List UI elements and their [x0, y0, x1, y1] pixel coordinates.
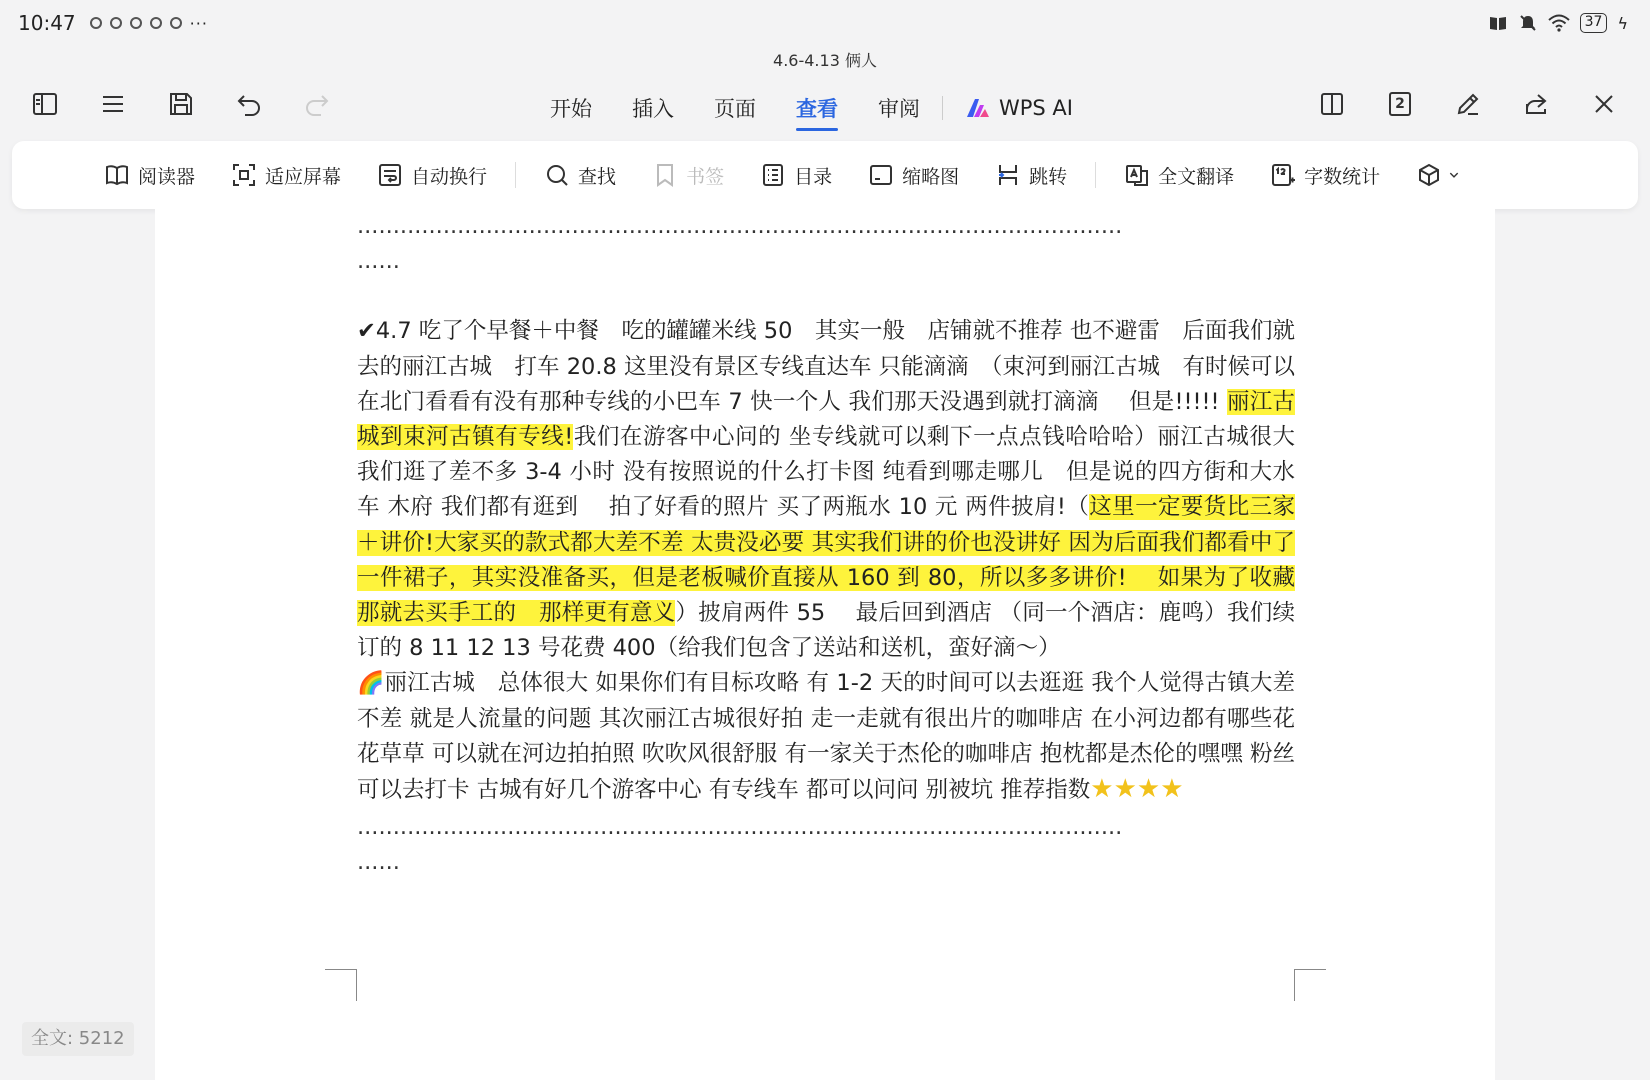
fit-screen-button[interactable]: [231, 162, 341, 189]
ribbon-divider: [1095, 162, 1096, 188]
blank-line: [357, 279, 1295, 314]
chevron-down-icon: [1448, 169, 1460, 181]
ribbon-divider: [515, 162, 516, 188]
translate-label: 全文翻译: [1158, 165, 1235, 188]
wifi-icon: [1548, 14, 1570, 32]
translate-button[interactable]: [1124, 162, 1234, 189]
rainbow-icon: 🌈: [357, 671, 385, 697]
highlighted-text: 这里一定要货比三家＋讲价!大家买的款式都大差不差 太贵没必要 其实我们讲的价也没讲好 因为后面我们都看中了一件裙子，其实没准备买，但是老板喊价直接从 160 到 80，所以多多讲价! 如果为了收藏那就去买手工的 那样更有意义: [357, 494, 1295, 627]
more-tools-button[interactable]: [1416, 162, 1460, 188]
find-button[interactable]: [544, 162, 616, 189]
jump-button[interactable]: [995, 162, 1067, 189]
fit-screen-label: 适应屏幕: [265, 165, 342, 188]
document-page: [155, 209, 1495, 1080]
wps-ai-logo-icon: [965, 97, 991, 119]
redo-icon[interactable]: [299, 86, 335, 122]
status-time: 10:47: [18, 11, 76, 35]
notification-icon: [110, 17, 122, 29]
toc-label: 目录: [794, 165, 833, 188]
bookmark-label: 书签: [686, 165, 725, 188]
jump-label: 跳转: [1029, 165, 1068, 188]
notification-icon: [170, 17, 182, 29]
thumbnail-button[interactable]: [868, 162, 959, 189]
notification-icon: [130, 17, 142, 29]
auto-wrap-label: 自动换行: [411, 165, 488, 188]
tab-bar: [550, 90, 1073, 126]
find-label: 查找: [578, 165, 617, 188]
separator-dots: ......: [357, 248, 400, 275]
tab-view[interactable]: 查看: [796, 93, 838, 123]
wps-ai-button[interactable]: [965, 96, 1073, 120]
auto-wrap-icon: [377, 162, 403, 188]
tab-insert[interactable]: 插入: [632, 97, 674, 121]
word-stats-label: 字数统计: [1304, 165, 1381, 188]
page-margin-marker: [325, 969, 357, 1001]
tab-page[interactable]: 页面: [714, 97, 756, 121]
charging-icon: ϟ: [1617, 13, 1628, 33]
jump-icon: [995, 162, 1021, 188]
paragraph-text: ✔4.7 吃了个早餐＋中餐 吃的罐罐米线 50 其实一般 店铺就不推荐 也不避雷 后面我们就去的丽江古城 打车 20.8 这里没有景区专线直达车 只能滴滴 （束河到丽江古城 有时候可以在北门看看有没有那种专线的小巴车 7 快一个人 我们那天没遇到就打滴滴 但是!!!!!: [357, 318, 1295, 415]
close-icon[interactable]: [1586, 86, 1622, 122]
separator-dots: ...........................................................................................................: [357, 213, 1123, 239]
battery-indicator: 37: [1580, 13, 1608, 33]
paragraph-text: ）披肩两件 55 最后回到酒店 （同一个酒店：鹿鸣）我们续订的 8 11 12 13 号花费 400（给我们包含了送站和送机，蛮好滴～）: [357, 600, 1295, 662]
auto-wrap-button[interactable]: [377, 162, 487, 189]
word-stats-icon: [1270, 162, 1296, 188]
share-icon[interactable]: [1518, 86, 1554, 122]
status-bar: [0, 0, 1650, 46]
split-view-icon[interactable]: [1314, 86, 1350, 122]
paragraph-text: 我们在游客中心问的 坐专线就可以剩下一点点钱哈哈哈）丽江古城很大 我们逛了差不多 3-4 小时 没有按照说的什么打卡图 纯看到哪走哪儿 但是说的四方街和大水车 木府 我们都有逛到 拍了好看的照片 买了两瓶水 10 元 两件披肩!（: [357, 424, 1295, 521]
mute-icon: [1518, 13, 1538, 33]
search-icon: [544, 162, 570, 188]
reader-button[interactable]: [104, 162, 195, 189]
page-count-badge: 2: [1395, 96, 1405, 112]
bookmark-button[interactable]: [652, 162, 724, 189]
thumbnail-icon: [868, 162, 894, 188]
edit-pen-icon[interactable]: [1450, 86, 1486, 122]
save-icon[interactable]: [163, 86, 199, 122]
more-notifications-icon: ···: [189, 13, 208, 33]
bookmark-icon: [652, 162, 678, 188]
toc-button[interactable]: [760, 162, 832, 189]
toc-icon: [760, 162, 786, 188]
cube-icon: [1416, 162, 1442, 188]
paragraph-text: 丽江古城 总体很大 如果你们有目标攻略 有 1-2 天的时间可以去逛逛 我个人觉得古镇大差不差 就是人流量的问题 其次丽江古城很好拍 走一走就有很出片的咖啡店 在小河边都有哪些花花草草 可以就在河边拍拍照 吹吹风很舒服 有一家关于杰伦的咖啡店 抱枕都是杰伦的嘿嘿 粉丝可以去打卡 古城有好几个游客中心 有专线车 都可以问问 别被坑 推荐指数: [357, 670, 1295, 804]
separator-dots: ...........................................................................................................: [357, 814, 1123, 841]
highlighted-text: 丽江古城到束河古镇有专线!: [357, 388, 1295, 451]
fit-screen-icon: [231, 162, 257, 188]
tab-start[interactable]: 开始: [550, 97, 592, 121]
reader-label: 阅读器: [138, 165, 196, 188]
rating-stars: ★★★★: [1090, 774, 1184, 805]
menu-icon[interactable]: [95, 86, 131, 122]
thumbnail-label: 缩略图: [902, 165, 960, 188]
word-stats-button[interactable]: [1270, 162, 1380, 189]
status-right: [1488, 13, 1628, 33]
page-count-icon[interactable]: [1382, 86, 1418, 122]
page-margin-marker: [1294, 969, 1326, 1001]
paragraph-lijiang-review: [357, 666, 1295, 808]
status-left: [18, 11, 208, 35]
book-icon: [104, 162, 130, 188]
paragraph-day-4-7: [357, 314, 1295, 666]
undo-icon[interactable]: [231, 86, 267, 122]
document-title: 4.6-4.13 俩人: [773, 51, 877, 70]
main-toolbar: [0, 80, 1650, 130]
notification-icon: [150, 17, 162, 29]
notification-icon: [90, 17, 102, 29]
sidebar-toggle-icon[interactable]: [27, 86, 63, 122]
word-count-badge[interactable]: 全文: 5212: [22, 1022, 134, 1056]
document-body[interactable]: [357, 209, 1295, 881]
tab-divider: [942, 96, 943, 120]
reading-mode-icon: [1488, 14, 1508, 32]
tab-review[interactable]: 审阅: [878, 97, 920, 121]
separator-dots: ......: [357, 849, 400, 876]
view-ribbon: [12, 141, 1638, 209]
wps-ai-label: WPS AI: [999, 96, 1073, 120]
translate-icon: [1124, 162, 1150, 188]
